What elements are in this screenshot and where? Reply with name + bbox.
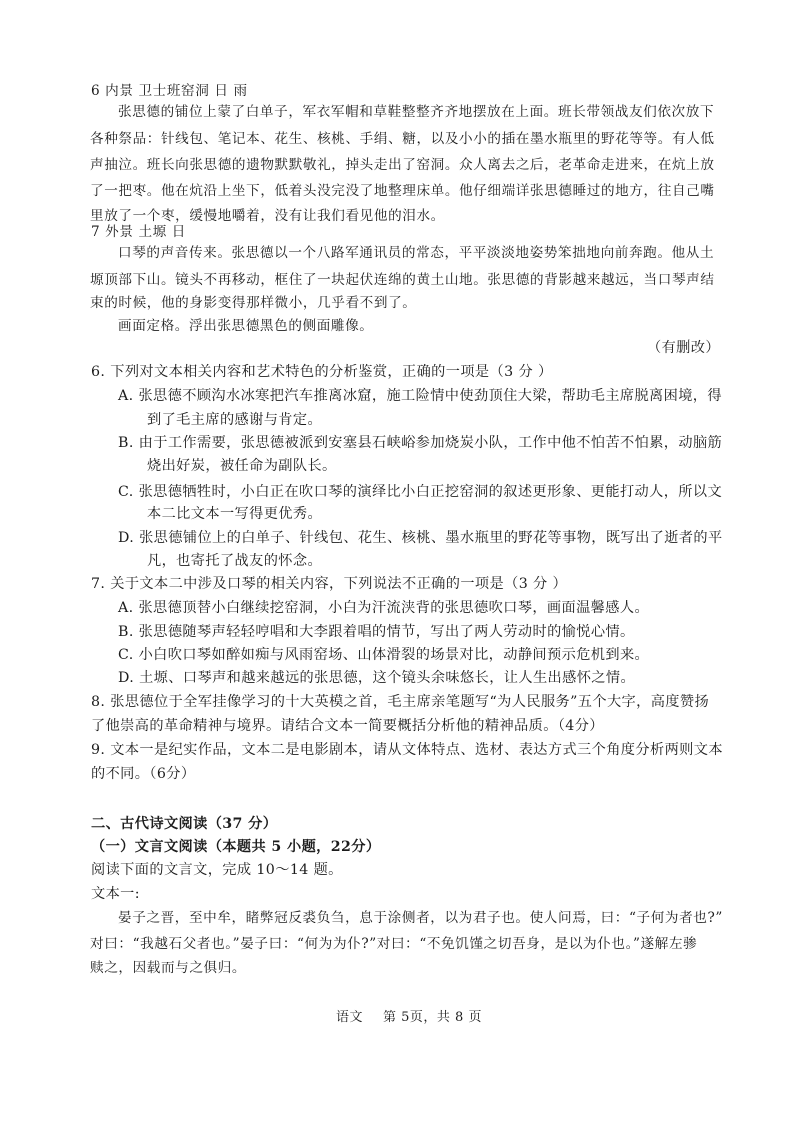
option-7c: C. 小白吹口琴如醉如痴与风雨窑场、山体滑裂的场景对比，动静间预示危机到来。 — [118, 647, 650, 663]
scene7-line: 口琴的声音传来。张思德以一个八路军通讯员的常态，平平淡淡地姿势笨拙地向前奔跑。他从土 — [118, 245, 715, 261]
scene6-line: 里放了一个枣，缓慢地嚼着，没有让我们看见他的泪水。 — [90, 208, 445, 224]
passage-line: 晏子之晋，至中牟，睹弊冠反裘负刍，息于涂侧者，以为君子也。使人问焉，曰：“子何为者也?” — [118, 910, 723, 926]
option-7a: A. 张思德顶替小白继续挖窑洞，小白为汗流浃背的张思德吹口琴，画面温馨感人。 — [118, 600, 650, 616]
option-6c-cont: 本二比文本一写得更优秀。 — [147, 506, 323, 522]
question-8-stem: 8. 张思德位于全军挂像学习的十大英模之首，毛主席亲笔题写“为人民服务”五个大字，高度赞扬 — [91, 694, 710, 710]
section2-text-label: 文本一: — [91, 886, 140, 902]
question-6-stem: 6. 下列对文本相关内容和艺术特色的分析鉴赏，正确的一项是（3 分 ） — [91, 364, 553, 380]
section2-instruction: 阅读下面的文言文，完成 10～14 题。 — [91, 862, 343, 878]
question-7-stem: 7. 关于文本二中涉及口琴的相关内容，下列说法不正确的一项是（3 分 ） — [91, 576, 568, 592]
option-7b: B. 张思德随琴声轻轻哼唱和大李跟着唱的情节，写出了两人劳动时的愉悦心情。 — [118, 624, 635, 640]
footer-subject: 语文 — [336, 1010, 364, 1025]
scene7-line: 塬顶部下山。镜头不再移动，框住了一块起伏连绵的黄土山地。张思德的背影越来越远，当口琴声结 — [90, 272, 715, 288]
scene7-line: 束的时候，他的身影变得那样微小，几乎看不到了。 — [90, 295, 417, 311]
option-6a: A. 张思德不顾沟水冰寒把汽车推离冰窟，施工险情中使劲顶住大梁，帮助毛主席脱离困境，得 — [118, 388, 722, 404]
question-9-stem: 9. 文本一是纪实作品，文本二是电影剧本，请从文体特点、选材、表达方式三个角度分析两则文本 — [91, 742, 723, 758]
option-6a-cont: 到了毛主席的感谢与肯定。 — [147, 412, 323, 428]
scene6-heading: 6 内景 卫士班窑洞 日 雨 — [91, 83, 248, 99]
question-9-stem-cont: 的不同。（6分） — [91, 766, 196, 782]
option-6d: D. 张思德铺位上的白单子、针线包、花生、核桃、墨水瓶里的野花等事物，既写出了逝者的平 — [118, 530, 723, 546]
scene6-line: 了一把枣。他在炕沿上坐下，低着头没完没了地整理床单。他仔细端详张思德睡过的地方，往自己嘴 — [90, 183, 715, 199]
option-6b: B. 由于工作需要，张思德被派到安塞县石峡峪参加烧炭小队，工作中他不怕苦不怕累，动脑筋 — [118, 435, 723, 451]
question-8-stem-cont: 了他崇高的革命精神与境界。请结合文本一简要概括分析他的精神品质。（4分） — [91, 718, 604, 734]
scene6-line: 各种祭品：针线包、笔记本、花生、核桃、手绢、糖，以及小小的插在墨水瓶里的野花等等。有人低 — [90, 131, 715, 147]
option-7d: D. 土塬、口琴声和越来越远的张思德，这个镜头余味悠长，让人生出感怀之情。 — [118, 670, 636, 686]
scene6-line: 声抽泣。班长向张思德的遗物默默敬礼，掉头走出了窑洞。众人离去之后，老革命走进来，在炕上放 — [90, 157, 715, 173]
option-6b-cont: 烧出好炭，被任命为副队长。 — [147, 458, 337, 474]
scene7-heading: 7 外景 土塬 日 — [91, 224, 186, 240]
passage-line: 赎之，因载而与之俱归。 — [90, 960, 247, 976]
option-6d-cont: 凡，也寄托了战友的怀念。 — [147, 553, 323, 569]
passage-line: 对曰：“我越石父者也。”晏子曰：“何为为仆?”对曰：“不免饥馑之切吾身，是以为仆也。”遂解左骖 — [90, 936, 698, 952]
option-6c: C. 张思德牺牲时，小白正在吹口琴的演绎比小白正挖窑洞的叙述更形象、更能打动人，所以文 — [118, 484, 723, 500]
scene6-line: 张思德的铺位上蒙了白单子，军衣军帽和草鞋整整齐齐地摆放在上面。班长带领战友们依次放下 — [118, 104, 715, 120]
section2-subtitle: （一）文言文阅读（本题共 5 小题，22分） — [91, 839, 381, 855]
section2-title: 二、古代诗文阅读（37 分） — [91, 816, 278, 832]
source-note: （有删改） — [647, 340, 720, 356]
scene7-line: 画面定格。浮出张思德黑色的侧面雕像。 — [118, 318, 374, 334]
footer-page-number: 第 5页，共 8 页 — [383, 1010, 482, 1025]
